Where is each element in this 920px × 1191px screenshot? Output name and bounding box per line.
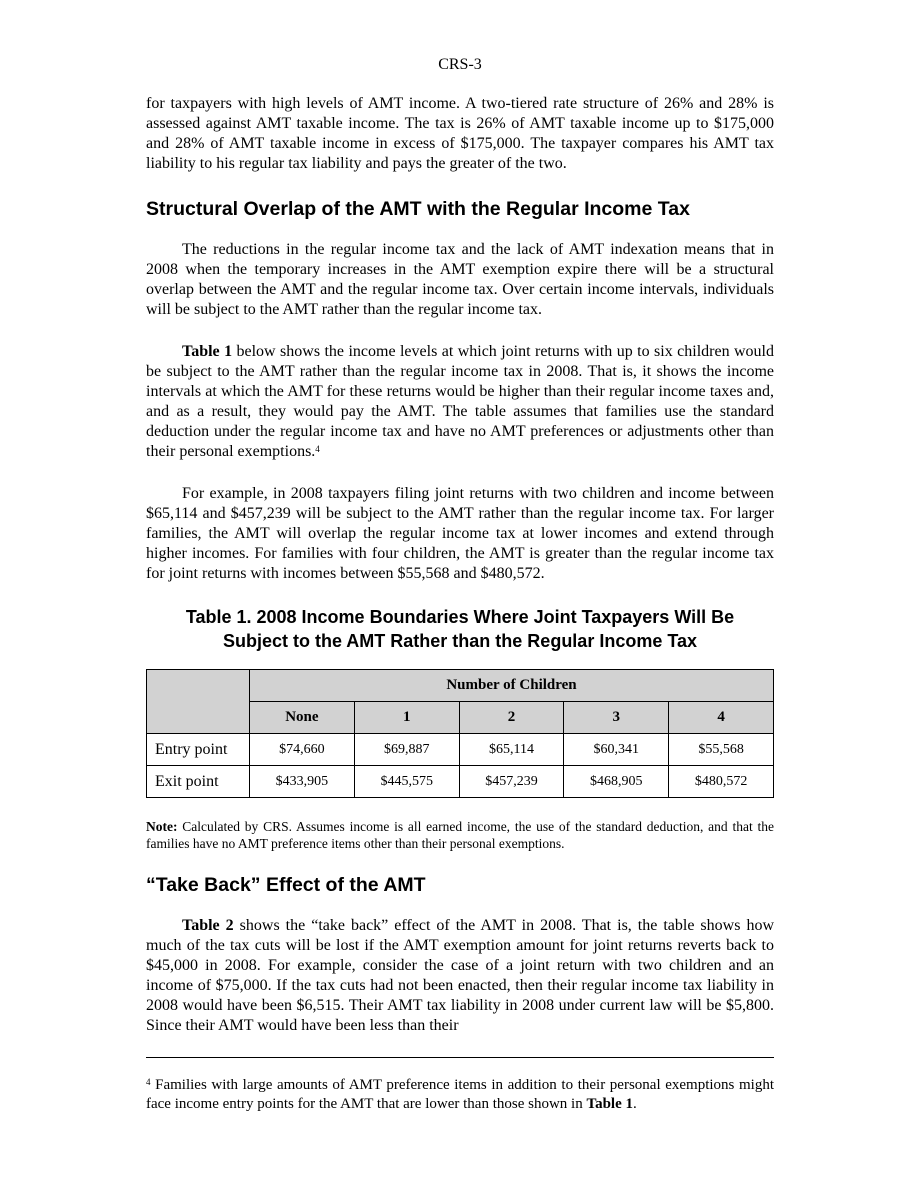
row-label: Exit point xyxy=(147,766,250,798)
column-header: 1 xyxy=(354,702,459,734)
table-cell: $65,114 xyxy=(459,734,564,766)
table-cell: $433,905 xyxy=(250,766,355,798)
footnote xyxy=(146,1076,774,1114)
row-label: Entry point xyxy=(147,734,250,766)
intro-paragraph: for taxpayers with high levels of AMT income. A two-tiered rate structure of 26% and 28% is assessed against AMT taxable income. The tax is 26% of AMT taxable income up to $175,000 and 28% of AMT taxable income in excess of $175,000. The taxpayer compares his AMT tax liability to his regular tax liability and pays the greater of the two. xyxy=(146,95,774,172)
footnote-ref: 4 xyxy=(315,444,320,454)
footnote-text: Families with large amounts of AMT preference items in addition to their personal exemptions might face income entry points for the AMT that are lower than those shown in xyxy=(146,1077,774,1112)
table1-title-line1: Table 1. 2008 Income Boundaries Where Joint Taxpayers Will Be xyxy=(185,607,735,627)
table-cell: $69,887 xyxy=(354,734,459,766)
column-header: 2 xyxy=(459,702,564,734)
table1-reference: Table 1 xyxy=(182,343,233,360)
table-row xyxy=(147,734,774,766)
table-cell: $457,239 xyxy=(459,766,564,798)
table2-reference: Table 2 xyxy=(182,917,234,934)
section-heading-structural-overlap: Structural Overlap of the AMT with the Regular Income Tax xyxy=(146,198,690,220)
paragraph-text: shows the “take back” effect of the AMT in 2008. That is, the table shows how much of the tax cuts will be lost if the AMT exemption amount for joint returns reverts back to $45,000 in 2008. For example, consider the case of a joint return with two children and an income of $75,000. If the tax cuts had not been enacted, then their regular income tax liability in 2008 would have been $6,515. Their AMT tax liability in 2008 under current law will be $5,800. Since their AMT would have been less than their xyxy=(146,917,774,1034)
paragraph-structural-overlap: The reductions in the regular income tax and the lack of AMT indexation means that in 2008 when the temporary increases in the AMT exemption expire there will be a structural overlap between the AMT and the regular income tax. Over certain income intervals, individuals will be subject to the AMT rather than the regular income tax. xyxy=(146,241,774,318)
table1-note xyxy=(146,818,774,852)
paragraph-example: For example, in 2008 taxpayers filing joint returns with two children and income between $65,114 and $457,239 will be subject to the AMT rather than the regular income tax. For larger families, the AMT will overlap the regular income tax at lower incomes and extend through higher incomes. For families with four children, the AMT is greater than the regular income tax for joint returns with incomes between $55,568 and $480,572. xyxy=(146,485,774,582)
footnote-period: . xyxy=(633,1096,637,1112)
page-number: CRS-3 xyxy=(438,56,482,73)
table-cell: $445,575 xyxy=(354,766,459,798)
footnote-number: 4 xyxy=(146,1077,151,1087)
paragraph-take-back xyxy=(146,916,774,1036)
income-boundaries-table xyxy=(146,669,774,798)
table-row xyxy=(147,766,774,798)
paragraph-text: below shows the income levels at which joint returns with up to six children would be subject to the AMT rather than the regular income tax in 2008. That is, it shows the income intervals at which the AMT for these returns would be higher than their regular income taxes and, and as a result, they would pay the AMT. The table assumes that families use the standard deduction under the regular income tax and have no AMT preferences or adjustments other than their personal exemptions. xyxy=(146,343,774,460)
table-cell: $468,905 xyxy=(564,766,669,798)
table1-title-line2: Subject to the AMT Rather than the Regular Income Tax xyxy=(222,631,698,651)
note-label: Note: xyxy=(146,819,178,834)
note-text: Calculated by CRS. Assumes income is all earned income, the use of the standard deduction, and that the families have no AMT preference items other than their personal exemptions. xyxy=(146,819,774,851)
table-cell: $74,660 xyxy=(250,734,355,766)
column-header: None xyxy=(250,702,355,734)
table-corner-cell xyxy=(147,670,250,734)
table1-title xyxy=(146,605,774,653)
table-group-header: Number of Children xyxy=(250,670,774,702)
table-cell: $55,568 xyxy=(669,734,774,766)
column-header: 4 xyxy=(669,702,774,734)
footnote-table-reference: Table 1 xyxy=(586,1096,633,1112)
footnote-divider xyxy=(146,1057,774,1058)
section-heading-take-back: “Take Back” Effect of the AMT xyxy=(146,874,426,896)
table-cell: $60,341 xyxy=(564,734,669,766)
column-header: 3 xyxy=(564,702,669,734)
paragraph-table1-description xyxy=(146,342,774,462)
table-cell: $480,572 xyxy=(669,766,774,798)
